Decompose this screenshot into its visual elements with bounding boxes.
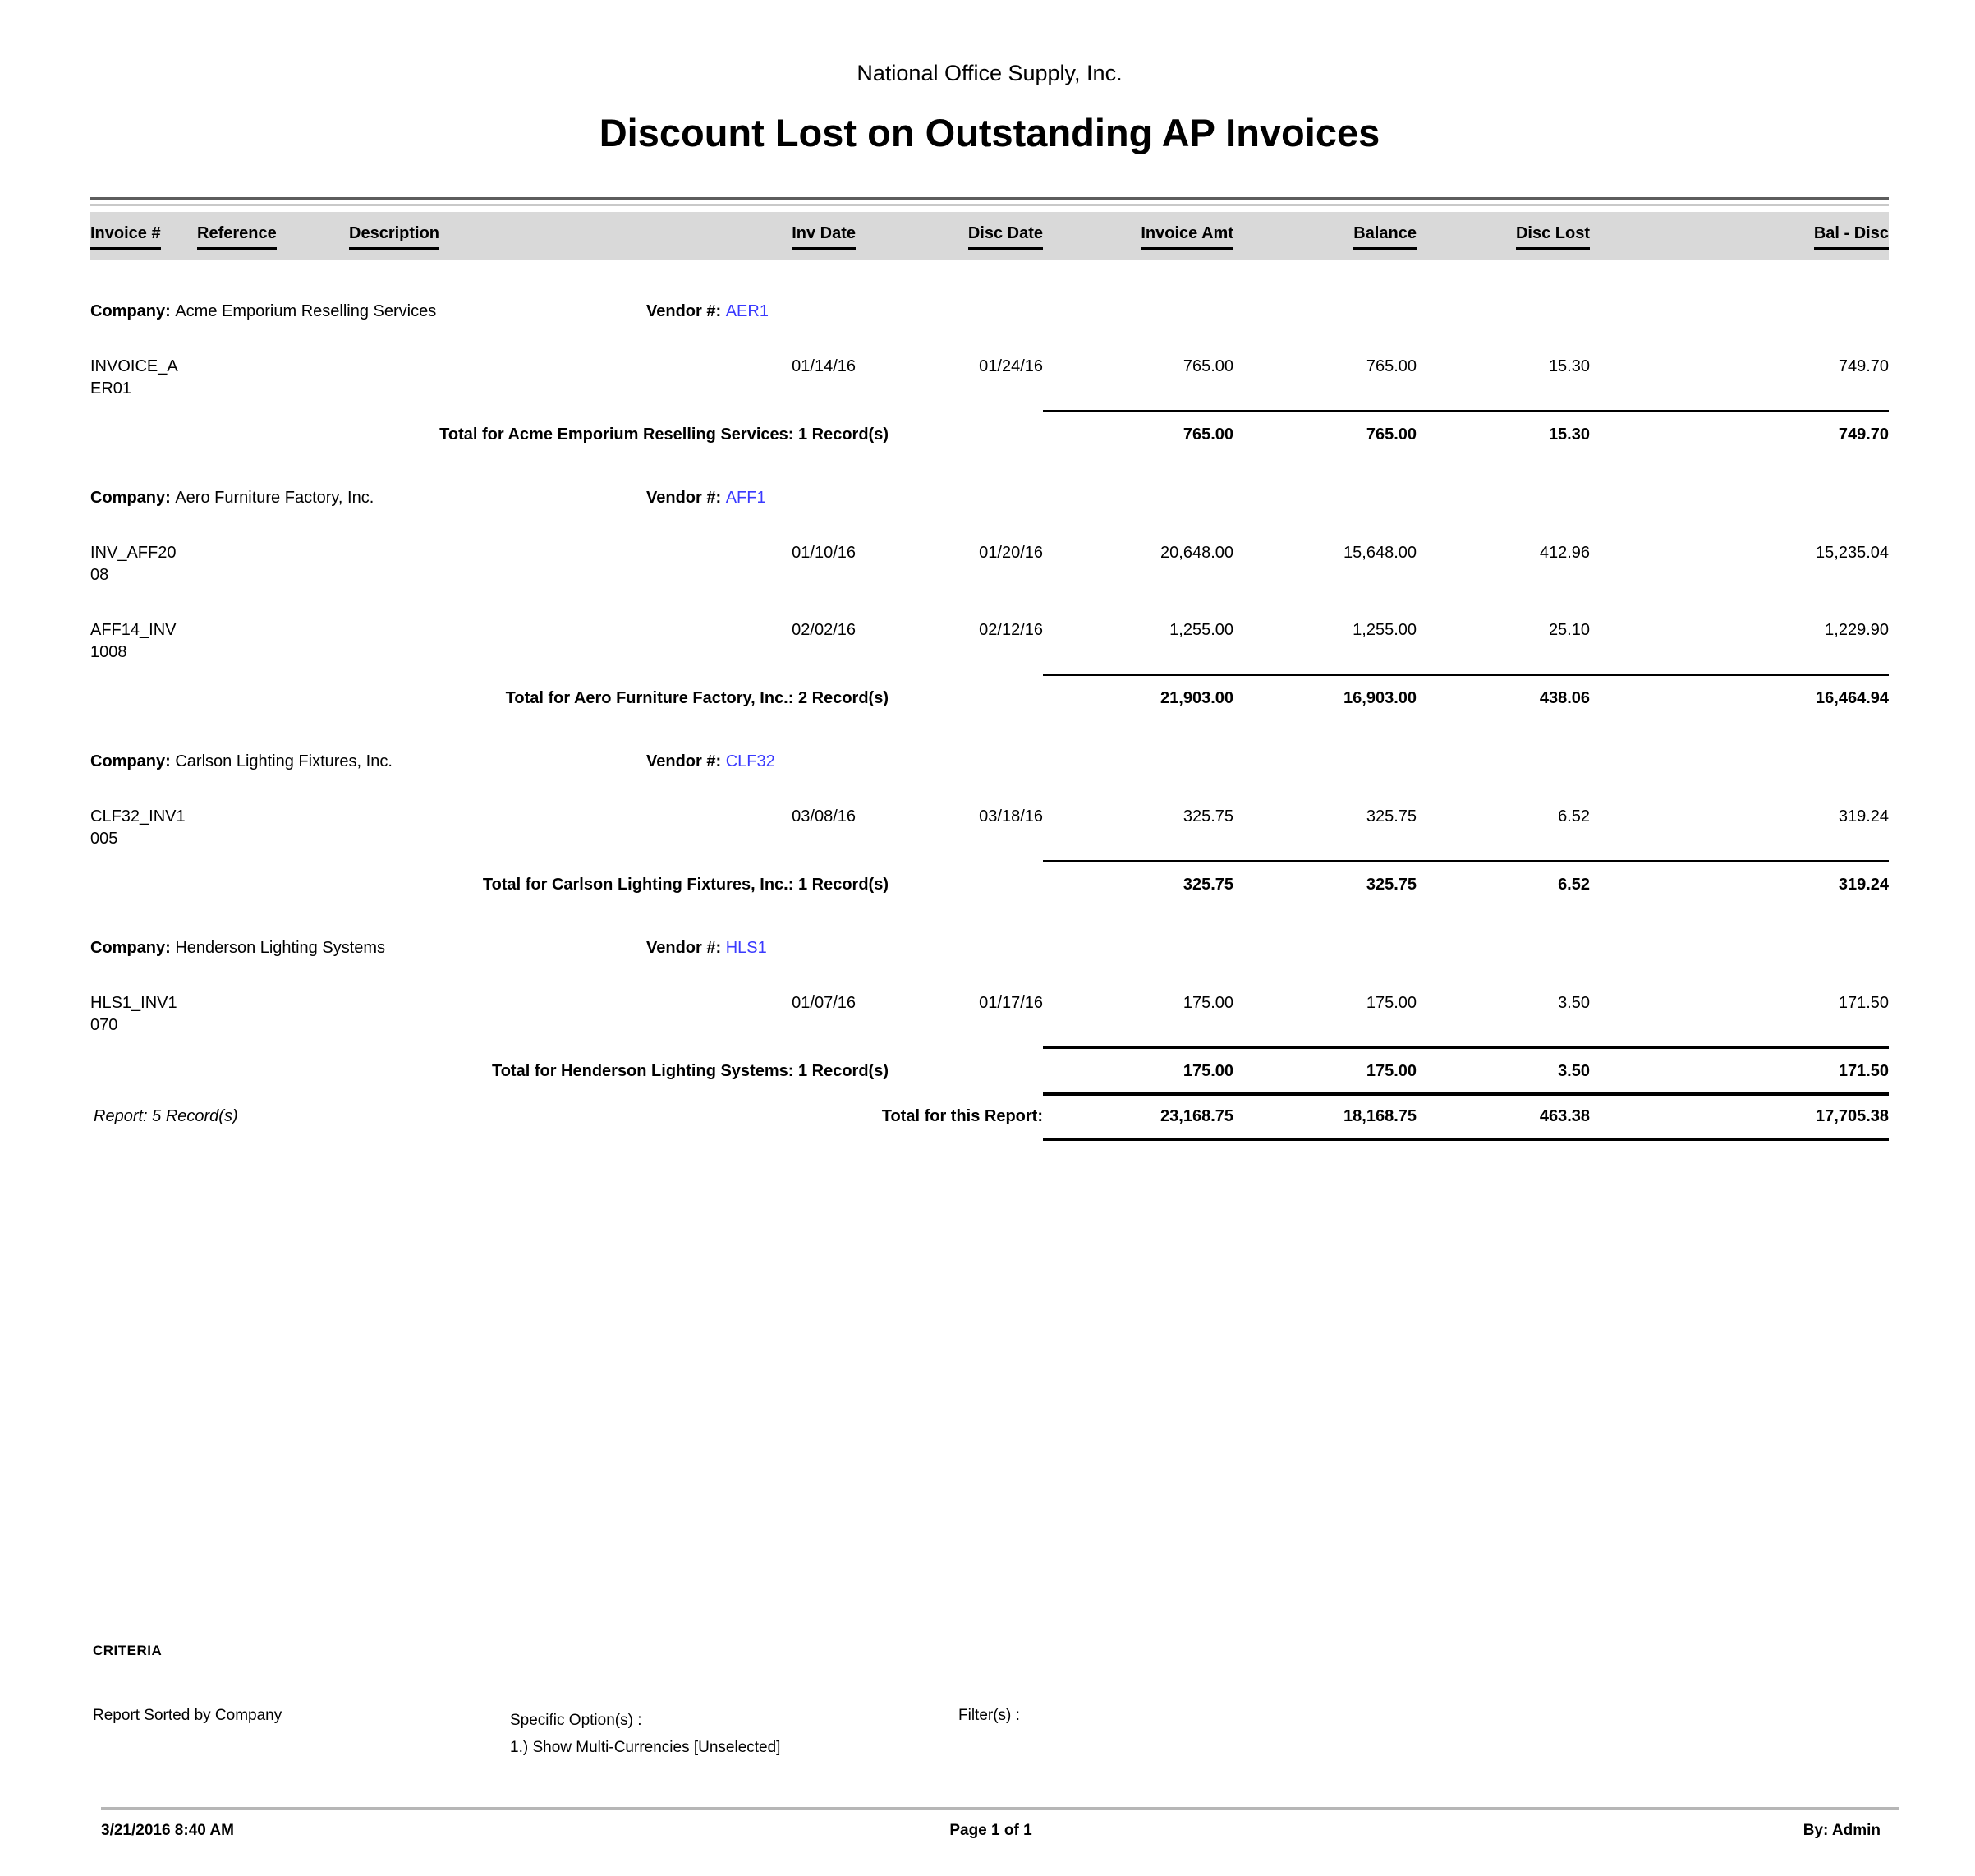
criteria-heading: CRITERIA (93, 1643, 163, 1658)
column-header-description-label[interactable]: Description (349, 223, 439, 250)
invoice-number-line2: 005 (90, 830, 118, 848)
column-header-disc-date (856, 223, 1043, 250)
cell-reference (197, 992, 349, 1037)
cell-invoice-number (90, 806, 197, 850)
group-total-row (90, 1049, 1889, 1083)
cell-disc-lost: 6.52 (1558, 807, 1590, 825)
company-label: Company: (90, 939, 176, 957)
group-total-label: Total for Aero Furniture Factory, Inc.: 2 Record(s) (505, 689, 889, 707)
cell-invoice-amt: 20,648.00 (1160, 544, 1233, 562)
report-record-count: Report: 5 Record(s) (94, 1107, 238, 1125)
cell-inv-date: 03/08/16 (792, 807, 856, 825)
vendor-code-link[interactable]: AER1 (725, 302, 769, 320)
cell-disc-lost: 3.50 (1558, 994, 1590, 1012)
report-company-name: National Office Supply, Inc. (857, 61, 1123, 85)
column-header-invoice-amt-label[interactable]: Invoice Amt (1141, 223, 1233, 250)
report-total-rule-bottom (90, 1138, 1889, 1141)
report-total-invoice-amt: 23,168.75 (1160, 1107, 1233, 1125)
criteria-filters-label: Filter(s) : (958, 1707, 1020, 1724)
table-row (90, 542, 1889, 586)
vendor-block (646, 751, 775, 773)
company-name: Carlson Lighting Fixtures, Inc. (175, 752, 393, 770)
group-total-label: Total for Carlson Lighting Fixtures, Inc.: 1 Record(s) (482, 876, 889, 894)
cell-invoice-amt: 175.00 (1183, 994, 1233, 1012)
cell-bal-disc: 319.24 (1838, 807, 1889, 825)
column-header-bal-disc (1590, 223, 1889, 250)
footer-page-number: Page 1 of 1 (949, 1822, 1032, 1839)
column-header-balance (1233, 223, 1417, 250)
title-divider-light (90, 204, 1889, 206)
cell-balance: 175.00 (1366, 994, 1417, 1012)
vendor-block (646, 487, 766, 509)
cell-disc-lost: 25.10 (1548, 621, 1590, 639)
total-bal-disc: 749.70 (1838, 425, 1889, 444)
company-name: Aero Furniture Factory, Inc. (175, 489, 374, 507)
cell-invoice-amt: 325.75 (1183, 807, 1233, 825)
table-row (90, 356, 1889, 400)
company-label: Company: (90, 489, 176, 507)
total-invoice-amt: 21,903.00 (1160, 689, 1233, 707)
cell-disc-date: 01/24/16 (979, 357, 1043, 375)
footer-datetime: 3/21/2016 8:40 AM (101, 1822, 234, 1839)
report-header (90, 0, 1889, 156)
company-group-header (90, 301, 1889, 323)
column-header-disc-date-label[interactable]: Disc Date (968, 223, 1043, 250)
report-total-disc-lost: 463.38 (1539, 1107, 1590, 1125)
column-header-description (349, 223, 585, 250)
vendor-label: Vendor #: (646, 489, 726, 507)
vendor-code-link[interactable]: AFF1 (725, 489, 766, 507)
cell-inv-date: 01/07/16 (792, 994, 856, 1012)
total-balance: 16,903.00 (1343, 689, 1417, 707)
total-disc-lost: 15.30 (1548, 425, 1590, 444)
cell-inv-date: 02/02/16 (792, 621, 856, 639)
page-footer (101, 1822, 1881, 1840)
company-name: Acme Emporium Reselling Services (175, 302, 437, 320)
cell-invoice-number (90, 542, 197, 586)
group-total-label: Total for Henderson Lighting Systems: 1 Record(s) (491, 1062, 889, 1080)
cell-disc-lost: 412.96 (1539, 544, 1590, 562)
cell-inv-date: 01/10/16 (792, 544, 856, 562)
vendor-block (646, 301, 769, 323)
company-name: Henderson Lighting Systems (175, 939, 386, 957)
total-disc-lost: 6.52 (1558, 876, 1590, 894)
cell-bal-disc: 15,235.04 (1816, 544, 1889, 562)
cell-description (349, 356, 585, 400)
column-header-disc-lost-label[interactable]: Disc Lost (1516, 223, 1590, 250)
cell-disc-date: 01/17/16 (979, 994, 1043, 1012)
table-row (90, 619, 1889, 664)
page-title: Discount Lost on Outstanding AP Invoices (599, 111, 1380, 154)
title-divider-dark (90, 197, 1889, 200)
total-invoice-amt: 175.00 (1183, 1062, 1233, 1080)
column-header-reference-label[interactable]: Reference (197, 223, 277, 250)
cell-balance: 325.75 (1366, 807, 1417, 825)
vendor-label: Vendor #: (646, 939, 726, 957)
column-header-disc-lost (1417, 223, 1590, 250)
invoice-number-line1: AFF14_INV (90, 621, 177, 639)
footer-divider (101, 1807, 1899, 1810)
column-header-bal-disc-label[interactable]: Bal - Disc (1814, 223, 1889, 250)
criteria-sorted-by: Report Sorted by Company (93, 1707, 282, 1724)
table-header (90, 212, 1889, 260)
criteria-options-label: Specific Option(s) : (510, 1712, 642, 1729)
company-group-header (90, 751, 1889, 773)
cell-reference (197, 542, 349, 586)
criteria-options (510, 1707, 780, 1761)
total-bal-disc: 171.50 (1838, 1062, 1889, 1080)
invoice-number-line1: CLF32_INV1 (90, 807, 186, 825)
total-bal-disc: 16,464.94 (1816, 689, 1889, 707)
cell-balance: 15,648.00 (1343, 544, 1417, 562)
report-total-row (90, 1096, 1889, 1128)
vendor-label: Vendor #: (646, 302, 726, 320)
total-disc-lost: 3.50 (1558, 1062, 1590, 1080)
total-bal-disc: 319.24 (1838, 876, 1889, 894)
cell-reference (197, 806, 349, 850)
cell-balance: 765.00 (1366, 357, 1417, 375)
group-total-label: Total for Acme Emporium Reselling Services: 1 Record(s) (439, 425, 889, 444)
table-row (90, 806, 1889, 850)
group-total-row (90, 412, 1889, 446)
criteria-option-1: 1.) Show Multi-Currencies [Unselected] (510, 1739, 781, 1756)
invoice-number-line2: 08 (90, 566, 109, 584)
cell-disc-date: 02/12/16 (979, 621, 1043, 639)
cell-disc-date: 03/18/16 (979, 807, 1043, 825)
report-total-balance: 18,168.75 (1343, 1107, 1417, 1125)
footer-by-user: By: Admin (1803, 1822, 1881, 1839)
total-invoice-amt: 325.75 (1183, 876, 1233, 894)
cell-disc-date: 01/20/16 (979, 544, 1043, 562)
invoice-number-line2: 070 (90, 1016, 118, 1034)
cell-invoice-amt: 1,255.00 (1169, 621, 1233, 639)
column-header-inv-date-label[interactable]: Inv Date (792, 223, 856, 250)
report-total-bal-disc: 17,705.38 (1816, 1107, 1889, 1125)
column-header-inv-date (585, 223, 856, 250)
cell-invoice-amt: 765.00 (1183, 357, 1233, 375)
company-label: Company: (90, 752, 176, 770)
vendor-label: Vendor #: (646, 752, 726, 770)
total-balance: 175.00 (1366, 1062, 1417, 1080)
company-group-header (90, 487, 1889, 509)
column-header-invoice-amt (1043, 223, 1233, 250)
column-header-balance-label[interactable]: Balance (1353, 223, 1417, 250)
invoice-number-line1: HLS1_INV1 (90, 994, 177, 1012)
cell-bal-disc: 1,229.90 (1825, 621, 1889, 639)
total-disc-lost: 438.06 (1539, 689, 1590, 707)
cell-invoice-number (90, 619, 197, 664)
total-balance: 325.75 (1366, 876, 1417, 894)
invoice-number-line1: INVOICE_A (90, 357, 178, 375)
invoice-number-line2: 1008 (90, 643, 127, 661)
cell-description (349, 806, 585, 850)
cell-description (349, 992, 585, 1037)
cell-reference (197, 619, 349, 664)
cell-disc-lost: 15.30 (1548, 357, 1590, 375)
cell-balance: 1,255.00 (1353, 621, 1417, 639)
total-invoice-amt: 765.00 (1183, 425, 1233, 444)
cell-reference (197, 356, 349, 400)
total-balance: 765.00 (1366, 425, 1417, 444)
cell-bal-disc: 171.50 (1838, 994, 1889, 1012)
vendor-code-link[interactable]: CLF32 (725, 752, 775, 770)
vendor-code-link[interactable]: HLS1 (725, 939, 767, 957)
company-label: Company: (90, 302, 176, 320)
group-total-row (90, 862, 1889, 896)
cell-invoice-number (90, 992, 197, 1037)
company-group-header (90, 937, 1889, 959)
invoice-number-line1: INV_AFF20 (90, 544, 177, 562)
report-total-label: Total for this Report: (881, 1107, 1043, 1125)
column-header-invoice-label[interactable]: Invoice # (90, 223, 161, 250)
cell-invoice-number (90, 356, 197, 400)
table-row (90, 992, 1889, 1037)
cell-description (349, 542, 585, 586)
cell-inv-date: 01/14/16 (792, 357, 856, 375)
column-header-invoice (90, 223, 197, 250)
cell-bal-disc: 749.70 (1838, 357, 1889, 375)
cell-description (349, 619, 585, 664)
column-header-reference (197, 223, 349, 250)
invoice-number-line2: ER01 (90, 379, 132, 398)
group-total-row (90, 676, 1889, 710)
vendor-block (646, 937, 767, 959)
